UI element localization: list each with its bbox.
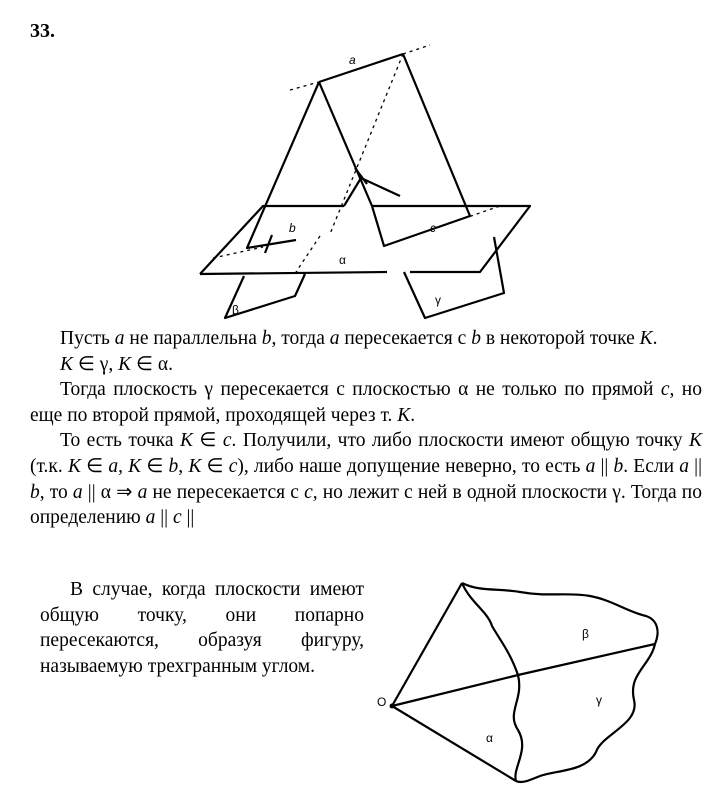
label-o: O [377,695,387,709]
paragraph-1: Пусть a не параллельна b, тогда a пересекается с b в некоторой точке K. [60,328,658,349]
label-gamma-bottom: γ [596,693,602,707]
label-a: a [349,53,356,67]
paragraph-5: В случае, когда плоскости имеют общую точку, они попарно пересекаются, образуя фигуру, называемую трехгранным углом. [40,579,364,677]
label-alpha-bottom: α [486,731,493,745]
edge-o-top [392,583,462,706]
paragraph-3: Тогда плоскость γ пересекается с плоскостью α не только по прямой c, но еще по второй прямой, проходящей через т. K. [30,379,702,426]
wavy-boundary-right [516,644,655,782]
wavy-boundary-top [462,583,658,644]
label-b: b [289,221,296,235]
label-beta-bottom: β [582,627,589,641]
paragraph-2: K ∈ γ, K ∈ α. [60,353,173,375]
label-beta: β [232,303,239,317]
label-alpha: α [339,253,346,267]
edge-o-bottom [392,706,516,781]
label-c: c [430,221,436,235]
label-gamma: γ [435,293,441,307]
paragraph-4: То есть точка K ∈ c. Получили, что либо плоскости имеют общую точку K (т.к. K ∈ a, K ∈ b, K ∈ c), либо наше допущение неверно, то есть a || b. Если a || b, то a || α ⇒ a не пересекается с c, но лежит с ней в одной плоскости γ. Тогда по определению a || c || [30,430,702,529]
problem-number: 33. [30,20,55,42]
